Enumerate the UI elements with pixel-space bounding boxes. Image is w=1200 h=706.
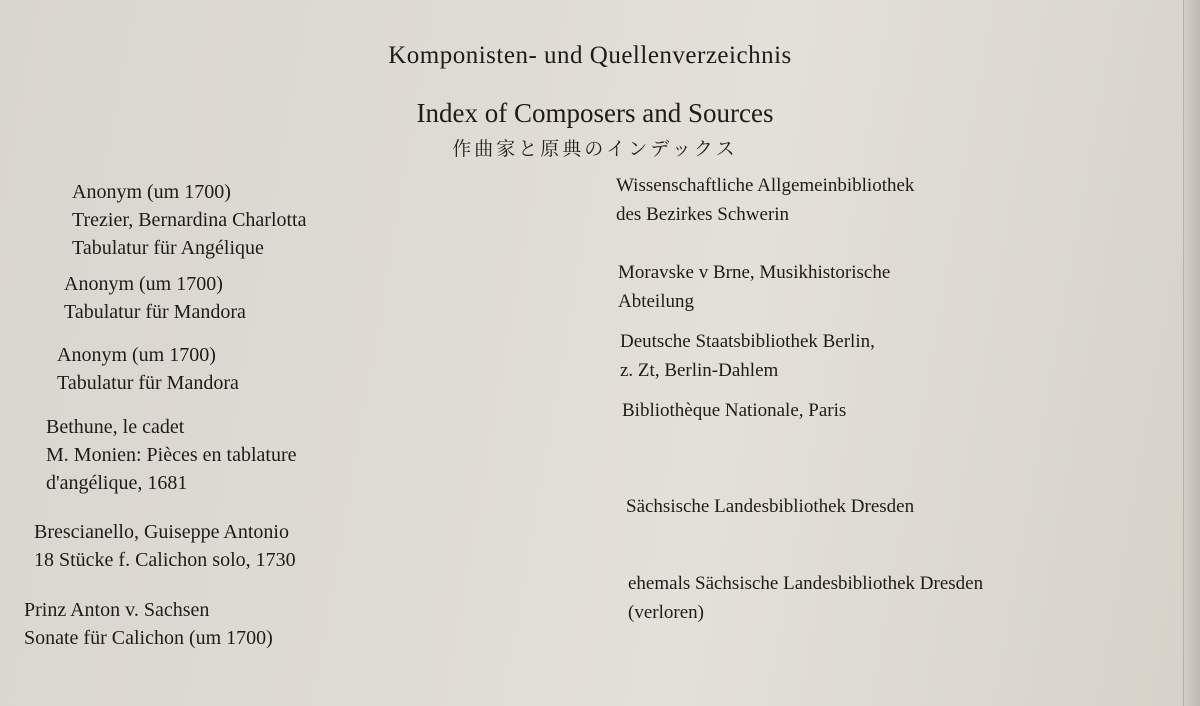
composer-line: Brescianello, Guiseppe Antonio [34,521,289,543]
source-entry-3 [620,327,875,385]
source-line: Wissenschaftliche Allgemeinbibliothek [616,175,915,196]
composer-entry-6 [24,596,273,652]
composer-entry-4 [46,413,297,497]
composer-line: Anonym (um 1700) [72,181,231,203]
source-entry-4 [622,396,846,425]
source-line: (verloren) [628,602,704,623]
index-title-english: Index of Composers and Sources [416,98,774,128]
source-entry-6 [628,569,983,627]
source-line: Bibliothèque Nationale, Paris [622,400,847,421]
source-entry-1 [616,171,914,229]
source-line: Sächsische Landesbibliothek Dresden [626,496,915,517]
composer-line: Trezier, Bernardina Charlotta [72,209,307,231]
composer-line: Sonate für Calichon (um 1700) [24,627,273,649]
composer-line: 18 Stücke f. Calichon solo, 1730 [34,549,296,571]
source-line: ehemals Sächsische Landesbibliothek Dresden [628,573,984,594]
composer-entry-3 [57,341,239,397]
composer-line: Tabulatur für Mandora [57,372,239,394]
composer-line: Anonym (um 1700) [57,344,216,366]
composer-entry-1 [72,178,307,262]
source-entry-2 [618,258,890,316]
composer-line: Tabulatur für Mandora [64,301,246,323]
composer-line: Tabulatur für Angélique [72,237,264,259]
composer-line: M. Monien: Pièces en tablature [46,444,297,466]
source-line: des Bezirkes Schwerin [616,204,790,225]
composer-line: Prinz Anton v. Sachsen [24,599,210,621]
composer-line: Bethune, le cadet [46,416,185,438]
source-line: z. Zt, Berlin-Dahlem [620,360,779,381]
index-title-japanese: 作曲家と原典のインデックス [452,138,738,160]
composer-line: d'angélique, 1681 [46,472,188,494]
composer-entry-2 [64,270,246,326]
source-line: Moravske v Brne, Musikhistorische [618,262,891,283]
source-entry-5 [626,492,914,521]
composer-line: Anonym (um 1700) [64,273,223,295]
source-line: Abteilung [618,291,694,312]
composer-entry-5 [34,518,296,574]
source-line: Deutsche Staatsbibliothek Berlin, [620,331,875,352]
index-title-german: Komponisten- und Quellenverzeichnis [388,42,792,69]
